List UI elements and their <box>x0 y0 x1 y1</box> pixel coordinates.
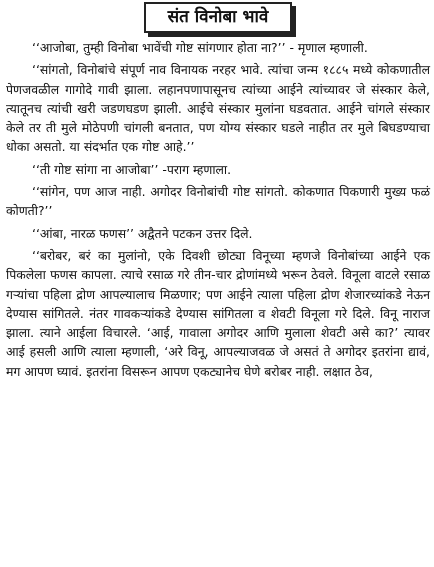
title-container <box>6 2 430 38</box>
page-title: संत विनोबा भावे <box>144 2 293 33</box>
story-body <box>6 38 430 381</box>
paragraph-intro-question: ‘‘आजोबा, तुम्ही विनोबा भावेंची गोष्ट सांगणार होता ना?’’ - मृणाल म्हणाली. <box>32 40 368 55</box>
paragraph-jackfruit-story: ‘‘बरोबर, बरं का मुलांनो, एके दिवशी छोट्या विनूच्या म्हणजे विनोबांच्या आईने एक पिकलेला फणस कापला. त्याचे रसाळ गरे तीन-चार द्रोणांमध्ये भरून ठेवले. विनूला वाटले रसाळ गऱ्यांचा पहिला द्रोण आपल्यालाच मिळणार; पण आईने त्याला पहिला द्रोण शेजारच्यांकडे नेऊन देण्यास सांगितले. नंतर गावकऱ्यांकडे देण्यास सांगितला व शेवटी विनूला गरे दिले. विनू नाराज झाला. त्याने आईला विचारले. ‘आई, गावाला अगोदर आणि मुलाला शेवटी असे का?’ त्यावर आई हसली आणि त्याला म्हणाली, ‘अरे विनू, आपल्याजवळ जे असतं ते अगोदर इतरांना द्यावं, मग आपण घ्यावं. इतरांना विसरून आपण एकट्यानेच घेणे बरोबर नाही. लक्षात ठेव, <box>6 247 430 379</box>
paragraph-konkan-fruits: ‘‘सांगेन, पण आज नाही. अगोदर विनोबांची गोष्ट सांगतो. कोकणात पिकणारी मुख्य फळं कोणती?’’ <box>6 184 430 219</box>
paragraph-advait-answer: ‘‘आंबा, नारळ फणस’’ अद्वैतने पटकन उत्तर दिले. <box>32 225 253 241</box>
paragraph-parag-request: ‘‘ती गोष्ट सांगा ना आजोबा’’ -पराग म्हणाला. <box>32 161 232 177</box>
paragraph-vinoba-birth: ‘‘सांगतो, विनोबांचे संपूर्ण नाव विनायक नरहर भावे. त्यांचा जन्म १८८५ मध्ये कोकणातील पेणजवळील गागोदे गावी झाला. लहानपणापासूनच त्यांच्या आईने त्यांच्यावर जे संस्कार केले, त्यातूनच त्यांची खरी जडणघडण झाली. आईचे संस्कार मुलांना घडवतात. आईने चांगले संस्कार केले तर ती मुले मोठेपणी चांगली बनतात, पण योग्य संस्कार घडले नाहीत तर मुले बिघडण्याचा धोका असतो. या संदर्भात एक गोष्ट आहे.’’ <box>6 62 430 155</box>
